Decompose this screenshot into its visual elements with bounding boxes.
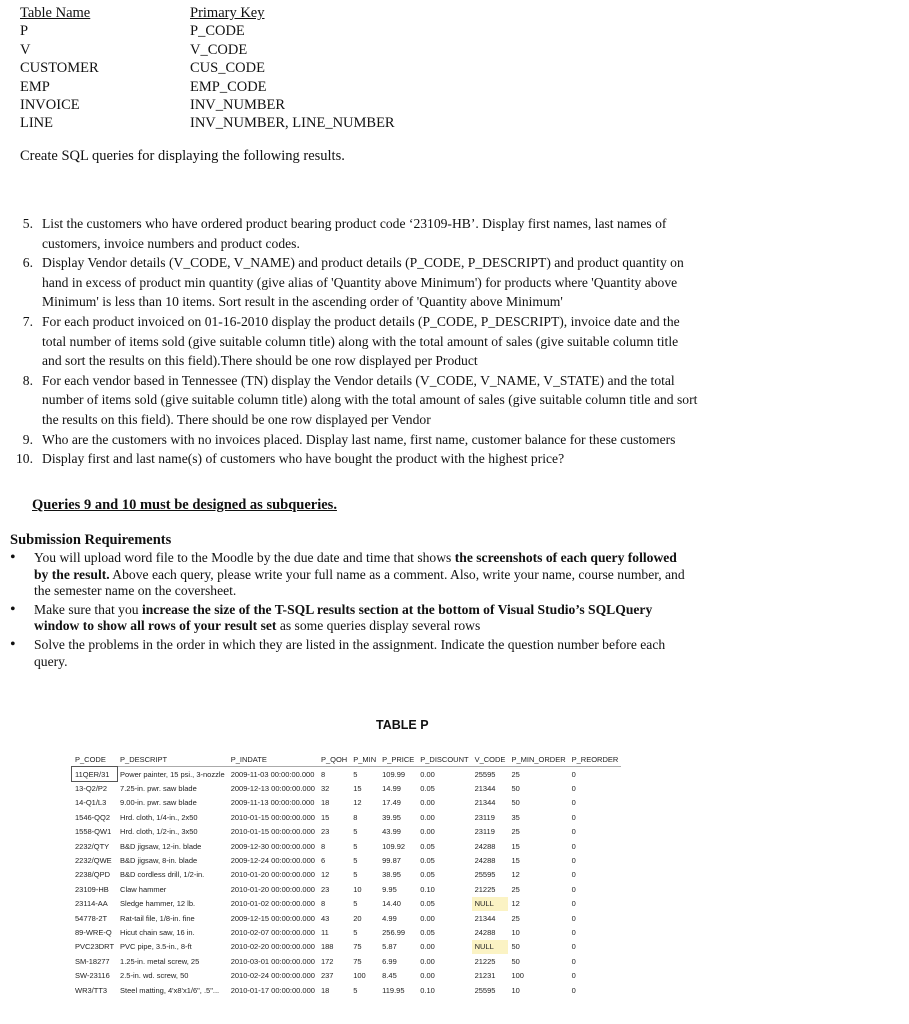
- table-cell: 10: [511, 927, 520, 937]
- table-cell: 2010-01-20 00:00:00.000: [230, 870, 315, 880]
- question-number: 9.: [22, 431, 33, 447]
- subquery-note: Queries 9 and 10 must be designed as subqueries.: [32, 497, 337, 513]
- question-item: [8, 214, 698, 253]
- column-header: P_DISCOUNT: [417, 753, 471, 767]
- table-cell: 18: [320, 985, 330, 995]
- key-primary-key: V_CODE: [190, 41, 248, 58]
- column-header: P_CODE: [72, 753, 117, 767]
- table-cell: 23119: [474, 812, 495, 822]
- table-cell: 0.05: [420, 856, 435, 866]
- intro-text: Create SQL queries for displaying the following results.: [20, 148, 345, 164]
- table-row: [72, 911, 621, 925]
- table-cell: 1546-QQ2: [75, 812, 111, 822]
- table-cell: 0: [571, 812, 576, 822]
- table-cell: 0: [571, 784, 576, 794]
- question-item: [8, 371, 698, 430]
- table-cell: 0.00: [420, 956, 435, 966]
- table-cell: 11: [320, 927, 329, 937]
- table-cell: 2010-02-07 00:00:00.000: [230, 927, 315, 937]
- table-cell: 38.95: [382, 870, 401, 880]
- table-cell: 0.00: [420, 942, 435, 952]
- table-cell: 8.45: [382, 971, 397, 981]
- question-text: For each vendor based in Tennessee (TN) display the Vendor details (V_CODE, V_NAME, V_STATE) and the total number of items sold (give suitable column title) along with the total amount of sales (give suitable column title and sort the results on this field). There should be one row displayed per Vendor: [42, 372, 698, 427]
- bullet-icon: •: [10, 549, 16, 566]
- question-item: [8, 312, 698, 371]
- table-row: [72, 983, 621, 997]
- table-cell: 5.87: [382, 942, 397, 952]
- req-text: Make sure that you: [34, 601, 142, 617]
- table-cell: Steel matting, 4'x8'x1/6", .5"...: [120, 985, 220, 995]
- table-row: [72, 767, 621, 782]
- question-list: [8, 214, 698, 469]
- table-cell: 2009-12-24 00:00:00.000: [230, 856, 315, 866]
- table-cell: 0: [571, 956, 576, 966]
- table-cell: 50: [511, 942, 520, 952]
- table-cell: 21225: [474, 884, 496, 894]
- table-cell: 2238/QPD: [75, 870, 111, 880]
- table-cell: 7.25-in. pwr. saw blade: [120, 784, 197, 794]
- question-text: Who are the customers with no invoices placed. Display last name, first name, customer balance for these customers: [42, 431, 676, 447]
- table-cell: NULL: [472, 940, 509, 954]
- table-cell: 54778-2T: [75, 913, 108, 923]
- table-cell: 0: [571, 971, 576, 981]
- table-cell: Power painter, 15 psi., 3-nozzle: [120, 769, 225, 779]
- table-cell: 0.00: [420, 971, 435, 981]
- column-header: P_DESCRIPT: [117, 753, 228, 767]
- table-cell: 75: [353, 956, 362, 966]
- table-cell: 0.00: [420, 769, 435, 779]
- table-cell: 8: [320, 899, 326, 909]
- submission-title: Submission Requirements: [10, 532, 172, 548]
- table-cell: 18: [320, 798, 330, 808]
- table-p-title: TABLE P: [376, 718, 429, 732]
- table-cell: 2232/QTY: [75, 841, 110, 851]
- table-cell: 23119: [474, 827, 495, 837]
- bullet-icon: •: [10, 600, 16, 618]
- table-cell: 0: [571, 884, 576, 894]
- key-row: [20, 59, 395, 77]
- table-cell: 172: [320, 956, 334, 966]
- req-text: as some queries display several rows: [276, 618, 481, 634]
- table-row: [72, 882, 621, 896]
- table-cell: 14.99: [382, 784, 401, 794]
- submission-item: [10, 637, 690, 670]
- table-cell: 2010-03-01 00:00:00.000: [230, 956, 315, 966]
- table-cell: 50: [511, 956, 520, 966]
- table-cell: 5: [353, 870, 358, 880]
- table-row: [72, 839, 621, 853]
- table-row: [72, 781, 621, 795]
- table-cell: 0: [571, 841, 576, 851]
- table-cell: 0: [571, 942, 576, 952]
- table-cell: 188: [320, 942, 334, 952]
- table-cell: 5: [353, 985, 358, 995]
- column-header: P_INDATE: [228, 753, 318, 767]
- table-cell: 5: [353, 841, 358, 851]
- table-cell: 25595: [474, 985, 496, 995]
- table-cell: 35: [511, 812, 520, 822]
- table-cell: 21344: [474, 913, 496, 923]
- table-cell: 50: [511, 784, 520, 794]
- table-row: [72, 925, 621, 939]
- table-cell: 237: [320, 971, 334, 981]
- submission-item: [10, 602, 690, 635]
- column-header: P_QOH: [318, 753, 350, 767]
- table-cell: 2010-01-15 00:00:00.000: [230, 827, 315, 837]
- table-cell: 2009-11-13 00:00:00.000: [230, 798, 315, 808]
- table-cell: Claw hammer: [120, 884, 167, 894]
- question-number: 5.: [22, 216, 33, 231]
- table-cell: Sledge hammer, 12 lb.: [120, 899, 196, 909]
- key-row: [20, 22, 395, 40]
- table-cell: 2010-01-20 00:00:00.000: [230, 884, 315, 894]
- table-cell: 1558-QW1: [75, 827, 112, 837]
- table-cell: 2009-12-15 00:00:00.000: [230, 913, 315, 923]
- table-cell: 12: [511, 870, 520, 880]
- primary-key-header: Primary Key: [190, 5, 265, 21]
- question-number: 7.: [22, 313, 33, 329]
- table-cell: Rat-tail file, 1/8-in. fine: [120, 913, 195, 923]
- key-table-name: INVOICE: [20, 97, 80, 114]
- table-cell: SW-23116: [75, 971, 110, 981]
- table-row: [72, 868, 621, 882]
- table-cell: 24288: [474, 841, 496, 851]
- table-cell: 2010-02-24 00:00:00.000: [230, 971, 315, 981]
- table-cell: 15: [511, 841, 520, 851]
- req-bold-text: increase the size of the T-SQL results section at the bottom of Visual Studio’s SQLQuery window to show all rows of your result set: [34, 601, 653, 634]
- table-cell: 4.99: [382, 913, 397, 923]
- table-cell: 5: [353, 769, 358, 779]
- key-list-header: [20, 4, 395, 22]
- table-cell: 14.40: [382, 899, 401, 909]
- table-cell: NULL: [472, 897, 509, 911]
- table-cell: 89-WRE-Q: [75, 927, 112, 937]
- table-cell: 10: [353, 884, 362, 894]
- table-cell: 14-Q1/L3: [75, 798, 107, 808]
- primary-key-list: [20, 4, 395, 133]
- question-item: [8, 449, 698, 469]
- column-header: P_REORDER: [569, 753, 622, 767]
- table-cell: 0.05: [420, 899, 435, 909]
- table-cell: 43.99: [382, 827, 401, 837]
- table-row: [72, 968, 621, 982]
- table-cell: 23: [320, 827, 330, 837]
- table-name-header: Table Name: [20, 5, 91, 21]
- table-cell: 0.00: [420, 812, 435, 822]
- table-cell: 10: [511, 985, 520, 995]
- question-text: List the customers who have ordered product bearing product code ‘23109-HB’. Display first names, last names of customers, invoice numbers and product codes.: [42, 216, 667, 251]
- table-cell: 0.00: [420, 798, 435, 808]
- question-number: 8.: [22, 372, 33, 388]
- table-cell: 23114-AA: [75, 899, 108, 909]
- table-cell: 0: [571, 913, 576, 923]
- table-cell: 13-Q2/P2: [75, 784, 108, 794]
- key-row: [20, 78, 395, 96]
- table-cell: 15: [320, 812, 330, 822]
- table-cell: 8: [353, 812, 358, 822]
- question-text: For each product invoiced on 01-16-2010 display the product details (P_CODE, P_DESCRIPT), invoice date and the total number of items sold (give suitable column title) along with the total amount of sales (give suitable column title and sort the results on this field).There should be one row displayed per Product: [42, 313, 680, 369]
- table-cell: 0: [571, 870, 576, 880]
- question-text: Display Vendor details (V_CODE, V_NAME) and product details (P_CODE, P_DESCRIPT) and product quantity on hand in excess of product min quantity (give alias of 'Quantity above Minimum') for products where 'Quantity above Minimum' is less than 10 items. Sort result in the ascending order of 'Quantity above Minimum': [42, 255, 684, 310]
- table-cell: 25595: [474, 769, 496, 779]
- table-cell: B&D jigsaw, 12-in. blade: [120, 841, 202, 851]
- table-cell: 2009-11-03 00:00:00.000: [230, 769, 315, 779]
- table-cell: 25: [511, 827, 520, 837]
- table-cell: PVC pipe, 3.5-in., 8-ft: [120, 942, 192, 952]
- table-cell: 2010-02-20 00:00:00.000: [230, 942, 315, 952]
- table-cell: 24288: [474, 927, 496, 937]
- table-cell: 1.25-in. metal screw, 25: [120, 956, 200, 966]
- table-cell: 100: [353, 971, 366, 981]
- key-row: [20, 114, 395, 132]
- table-cell: 75: [353, 942, 362, 952]
- table-cell: 100: [511, 971, 524, 981]
- table-row: [72, 810, 621, 824]
- table-cell: 5: [353, 899, 358, 909]
- table-cell: 0.05: [420, 927, 435, 937]
- key-primary-key: INV_NUMBER, LINE_NUMBER: [190, 115, 395, 132]
- req-text: Above each query, please write your full name as a comment. Also, write your name, course number, and the semester name on the coversheet.: [34, 566, 685, 599]
- req-text: Solve the problems in the order in which they are listed in the assignment. Indicate the question number before each query.: [34, 636, 666, 669]
- table-cell: 109.99: [382, 769, 406, 779]
- table-cell: 99.87: [382, 856, 401, 866]
- table-cell: 0: [571, 927, 576, 937]
- table-cell: 43: [320, 913, 330, 923]
- column-header: P_MIN_ORDER: [508, 753, 568, 767]
- req-bold-text: the screenshots of each query followed by the result.: [34, 550, 677, 582]
- table-p: [72, 753, 621, 997]
- table-cell: 25: [511, 913, 520, 923]
- table-cell: 25: [511, 769, 520, 779]
- table-cell: 15: [511, 856, 520, 866]
- table-cell: 8: [320, 841, 326, 851]
- table-cell: WR3/TT3: [75, 985, 108, 995]
- table-cell: Hicut chain saw, 16 in.: [120, 927, 195, 937]
- table-cell: PVC23DRT: [75, 942, 115, 952]
- column-header: P_PRICE: [379, 753, 417, 767]
- table-cell: 5: [353, 856, 358, 866]
- table-row: [72, 796, 621, 810]
- table-cell: 0.00: [420, 827, 435, 837]
- table-cell: 5: [353, 927, 358, 937]
- table-cell: 21344: [474, 798, 496, 808]
- table-cell: 0.10: [420, 884, 435, 894]
- table-cell: 119.95: [382, 985, 405, 995]
- table-cell: 21225: [474, 956, 496, 966]
- bullet-icon: •: [10, 635, 16, 653]
- table-cell: 2010-01-02 00:00:00.000: [230, 899, 315, 909]
- key-table-name: V: [20, 41, 31, 58]
- table-row: [72, 954, 621, 968]
- question-number: 6.: [22, 255, 33, 271]
- key-primary-key: P_CODE: [190, 23, 245, 40]
- submission-list: [10, 550, 690, 672]
- table-cell: SM-18277: [75, 956, 110, 966]
- table-cell: 8: [320, 769, 326, 779]
- table-cell: 0.05: [420, 841, 435, 851]
- table-cell: 0: [571, 856, 576, 866]
- key-primary-key: EMP_CODE: [190, 78, 267, 95]
- table-cell: 0.10: [420, 985, 435, 995]
- column-header: P_MIN: [350, 753, 379, 767]
- table-cell: 2009-12-13 00:00:00.000: [230, 784, 315, 794]
- table-row: [72, 825, 621, 839]
- req-text: You will upload word file to the Moodle by the due date and time that shows: [34, 550, 455, 565]
- table-cell: 0.00: [420, 913, 435, 923]
- table-cell: 24288: [474, 856, 496, 866]
- table-cell: 0: [571, 899, 576, 909]
- table-cell: 21344: [474, 784, 496, 794]
- table-cell: 109.92: [382, 841, 406, 851]
- key-table-name: EMP: [20, 78, 50, 95]
- table-cell: 0.05: [420, 784, 435, 794]
- submission-item: [10, 550, 690, 600]
- table-cell: 2010-01-15 00:00:00.000: [230, 812, 315, 822]
- table-cell: 17.49: [382, 798, 401, 808]
- key-table-name: CUSTOMER: [20, 60, 99, 77]
- table-header-row: [72, 753, 621, 767]
- table-cell: 12: [320, 870, 330, 880]
- table-cell: 39.95: [382, 812, 401, 822]
- table-cell: 0.05: [420, 870, 435, 880]
- table-cell: 256.99: [382, 927, 406, 937]
- table-row: [72, 940, 621, 954]
- column-header: V_CODE: [472, 753, 509, 767]
- key-row: [20, 41, 395, 59]
- table-cell: 9.95: [382, 884, 397, 894]
- key-table-name: P: [20, 23, 29, 40]
- key-table-name: LINE: [20, 115, 54, 132]
- table-cell: 0: [571, 769, 576, 779]
- key-primary-key: CUS_CODE: [190, 60, 265, 77]
- table-cell: 0: [571, 985, 576, 995]
- question-item: [8, 253, 698, 312]
- table-cell: 25595: [474, 870, 496, 880]
- table-cell: 12: [353, 798, 362, 808]
- table-cell: Hrd. cloth, 1/4-in., 2x50: [120, 812, 198, 822]
- table-cell: 50: [511, 798, 520, 808]
- table-cell: 2232/QWE: [75, 856, 112, 866]
- table-cell: 15: [353, 784, 362, 794]
- table-cell: 2.5-in. wd. screw, 50: [120, 971, 189, 981]
- table-cell: B&D cordless drill, 1/2-in.: [120, 870, 205, 880]
- table-cell: 2009-12-30 00:00:00.000: [230, 841, 315, 851]
- question-number: 10.: [16, 451, 33, 467]
- table-cell: B&D jigsaw, 8-in. blade: [120, 856, 198, 866]
- question-item: [8, 430, 698, 450]
- question-text: Display first and last name(s) of customers who have bought the product with the highest price?: [42, 451, 565, 467]
- table-cell: Hrd. cloth, 1/2-in., 3x50: [120, 827, 198, 837]
- table-cell: 0: [571, 798, 576, 808]
- table-cell: 32: [320, 784, 330, 794]
- table-cell: 0: [571, 827, 576, 837]
- table-cell: 6.99: [382, 956, 397, 966]
- table-cell: 11QER/31: [72, 767, 117, 782]
- table-cell: 5: [353, 827, 358, 837]
- table-cell: 20: [353, 913, 362, 923]
- table-cell: 25: [511, 884, 520, 894]
- table-cell: 2010-01-17 00:00:00.000: [230, 985, 315, 995]
- key-row: [20, 96, 395, 114]
- table-row: [72, 897, 621, 911]
- table-cell: 23109-HB: [75, 884, 109, 894]
- table-cell: 6: [320, 856, 326, 866]
- table-cell: 23: [320, 884, 330, 894]
- table-row: [72, 853, 621, 867]
- table-cell: 9.00-in. pwr. saw blade: [120, 798, 197, 808]
- table-cell: 21231: [474, 971, 496, 981]
- table-cell: 12: [511, 899, 520, 909]
- table-body: [72, 767, 621, 998]
- key-primary-key: INV_NUMBER: [190, 97, 286, 114]
